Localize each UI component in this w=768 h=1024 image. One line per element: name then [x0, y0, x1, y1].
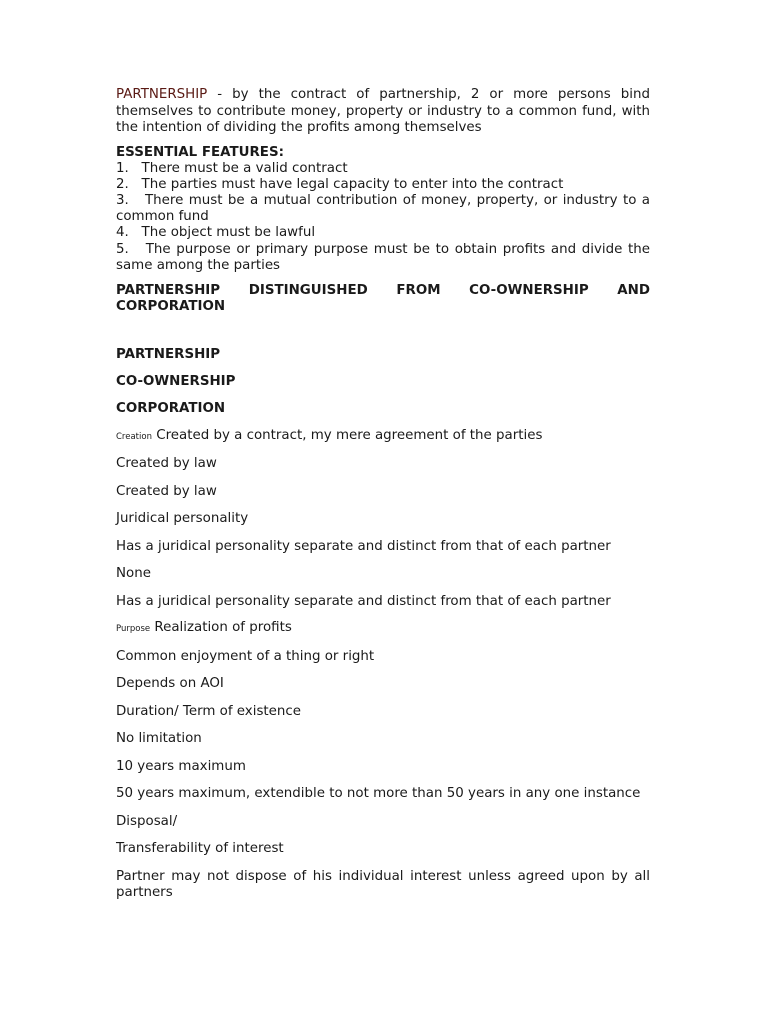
- feature-item: 4. The object must be lawful: [116, 225, 316, 241]
- duration-label: Duration/ Term of existence: [116, 703, 302, 719]
- juridical-label: Juridical personality: [116, 511, 249, 527]
- creation-partnership: Created by a contract, my mere agreement of the parties: [156, 427, 543, 443]
- juridical-corporation: Has a juridical personality separate and distinct from that of each partner: [116, 593, 611, 609]
- disposal-label-1: Disposal/: [116, 813, 178, 829]
- feature-item: 2. The parties must have legal capacity to enter into the contract: [116, 176, 564, 192]
- duration-corporation: 50 years maximum, extendible to not more than 50 years in any one instance: [116, 786, 641, 802]
- column-heading-coownership: CO-OWNERSHIP: [116, 373, 236, 389]
- creation-coownership: Created by law: [116, 456, 217, 472]
- features-list: [116, 161, 650, 274]
- duration-coownership: 10 years maximum: [116, 758, 246, 774]
- purpose-corporation: Depends on AOI: [116, 676, 224, 692]
- intro-paragraph: [116, 87, 650, 137]
- disposal-partnership: Partner may not dispose of his individual interest unless agreed upon by all partners: [116, 868, 650, 901]
- duration-partnership: No limitation: [116, 731, 202, 747]
- document-page: [116, 87, 650, 902]
- purpose-row: [116, 620, 650, 638]
- features-heading: ESSENTIAL FEATURES:: [116, 144, 284, 160]
- creation-row: [116, 428, 650, 446]
- purpose-label: Purpose: [116, 624, 151, 635]
- juridical-coownership: None: [116, 566, 151, 582]
- creation-corporation: Created by law: [116, 483, 217, 499]
- feature-item: 5. The purpose or primary purpose must be to obtain profits and divide the same among the parties: [116, 241, 650, 273]
- purpose-partnership: Realization of profits: [154, 620, 292, 636]
- feature-item: 3. There must be a mutual contribution of money, property, or industry to a common fund: [116, 192, 650, 225]
- juridical-partnership: Has a juridical personality separate and distinct from that of each partner: [116, 538, 611, 554]
- disposal-label-2: Transferability of interest: [116, 841, 284, 857]
- distinguished-heading: [116, 283, 650, 316]
- intro-term: PARTNERSHIP: [116, 87, 208, 102]
- creation-label: Creation: [116, 431, 152, 442]
- distinguished-line1: PARTNERSHIP DISTINGUISHED FROM CO-OWNERSHIP AND: [116, 282, 650, 298]
- column-heading-partnership: PARTNERSHIP: [116, 346, 221, 362]
- intro-text: - by the contract of partnership, 2 or more persons bind themselves to contribute money, property or industry to a common fund, with the intention of dividing the profits among themselves: [116, 87, 650, 135]
- feature-item: 1. There must be a valid contract: [116, 160, 348, 176]
- purpose-coownership: Common enjoyment of a thing or right: [116, 648, 375, 664]
- column-heading-corporation: CORPORATION: [116, 400, 226, 416]
- distinguished-line2: CORPORATION: [116, 299, 226, 315]
